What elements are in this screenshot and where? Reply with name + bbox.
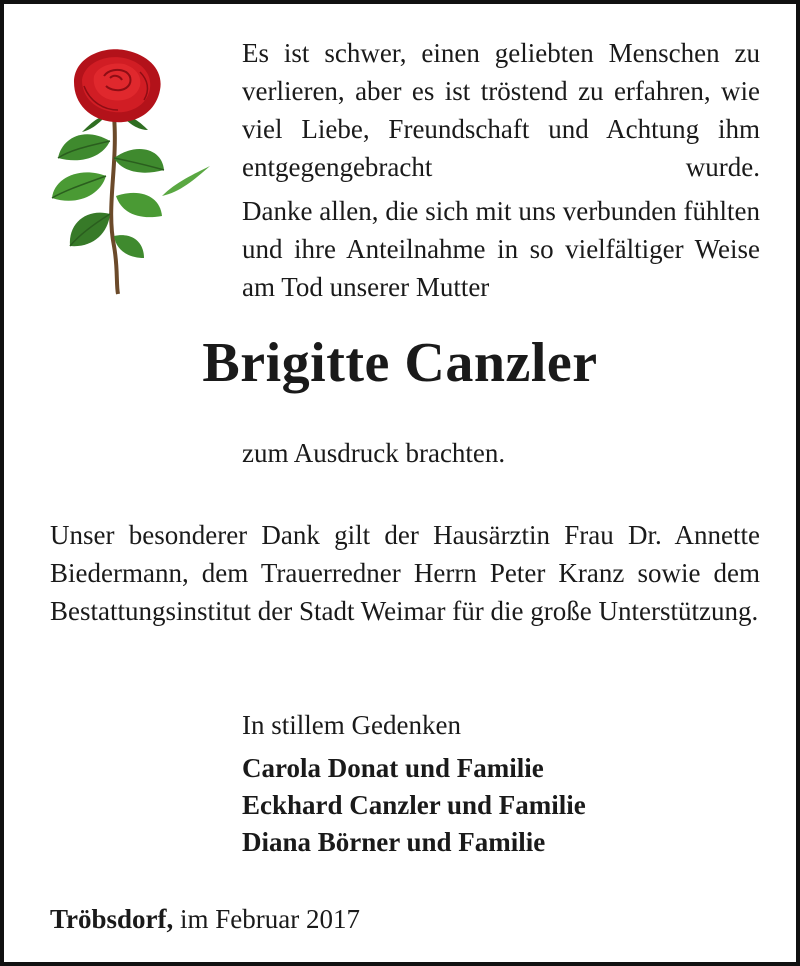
date-text: im Februar 2017 <box>180 904 360 934</box>
after-name-text: zum Ausdruck brachten. <box>242 438 506 468</box>
memory-phrase: In stillem Gedenken <box>242 710 461 740</box>
intro-paragraph-1: Es ist schwer, einen geliebten Menschen zu verlieren, aber es ist tröstend zu erfahren, wie viel Liebe, Freundschaft und Achtung ihm entgegengebracht wurde. <box>242 38 760 182</box>
family-entry: Diana Börner und Familie <box>242 827 546 857</box>
place-name: Tröbsdorf, <box>50 904 174 934</box>
deceased-name: Brigitte Canzler <box>202 332 598 394</box>
intro-paragraph-2: Danke allen, die sich mit uns verbunden fühlten und ihre Anteilnahme in so vielfältiger Weise am Tod unserer Mutter <box>242 196 760 302</box>
intro-text <box>242 34 760 306</box>
family-list <box>242 750 586 861</box>
thanks-paragraph <box>50 516 760 630</box>
place-and-date <box>50 900 360 938</box>
family-entry: Carola Donat und Familie <box>242 753 544 783</box>
family-entry: Eckhard Canzler und Familie <box>242 790 586 820</box>
thanks-text: Unser besonderer Dank gilt der Hausärztin Frau Dr. Annette Biedermann, dem Trauerredner Herrn Peter Kranz sowie dem Bestattungsinstitut der Stadt Weimar für die große Unterstützung. <box>50 520 760 626</box>
red-rose-icon <box>44 46 214 296</box>
